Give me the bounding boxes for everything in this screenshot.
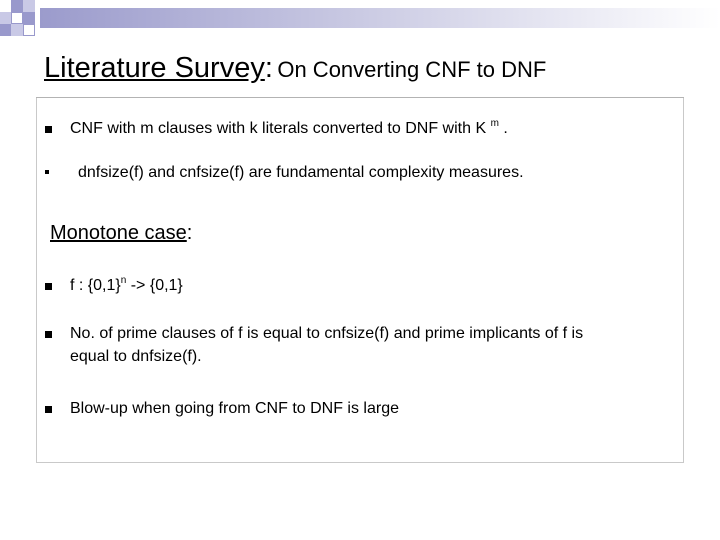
decorative-header [0, 0, 720, 40]
decor-square [23, 12, 35, 24]
bullet-line: No. of prime clauses of f is equal to cnfsize(f) and prime implicants of f is [70, 325, 584, 342]
decor-square [11, 24, 23, 36]
slide-title [44, 52, 546, 85]
bullet-pre: f : {0,1} [70, 277, 121, 294]
title-subtitle: On Converting CNF to DNF [277, 57, 547, 82]
bullet-text: CNF with m clauses with k literals converted to DNF with K [70, 120, 487, 137]
bullet-superscript: n [120, 275, 127, 286]
section-heading [50, 222, 192, 245]
decor-square [11, 12, 23, 24]
bullet-line: equal to dnfsize(f). [70, 348, 202, 365]
bullet-marker [45, 283, 52, 290]
bullet-cnf-conversion [70, 117, 508, 140]
bullet-function-def [70, 274, 183, 297]
bullet-marker [45, 406, 52, 413]
gradient-bar [40, 8, 720, 28]
bullet-marker [45, 170, 49, 174]
bullet-text: dnfsize(f) and cnfsize(f) are fundamental complexity measures. [78, 164, 524, 181]
bullet-text: Blow-up when going from CNF to DNF is large [70, 400, 400, 417]
heading-colon: : [186, 222, 193, 244]
bullet-marker [45, 126, 52, 133]
heading-text: Monotone case [50, 222, 187, 244]
bullet-complexity-measures [78, 161, 524, 184]
decor-square [23, 0, 35, 12]
decor-square [11, 0, 23, 12]
bullet-marker [45, 331, 52, 338]
bullet-superscript: m [490, 118, 499, 129]
bullet-prime-clauses [70, 322, 670, 368]
title-main: Literature Survey [44, 52, 265, 84]
title-colon: : [264, 52, 273, 84]
decor-square [23, 24, 35, 36]
bullet-tail: . [503, 120, 508, 137]
bullet-blowup [70, 397, 399, 420]
bullet-post: -> {0,1} [126, 277, 183, 294]
